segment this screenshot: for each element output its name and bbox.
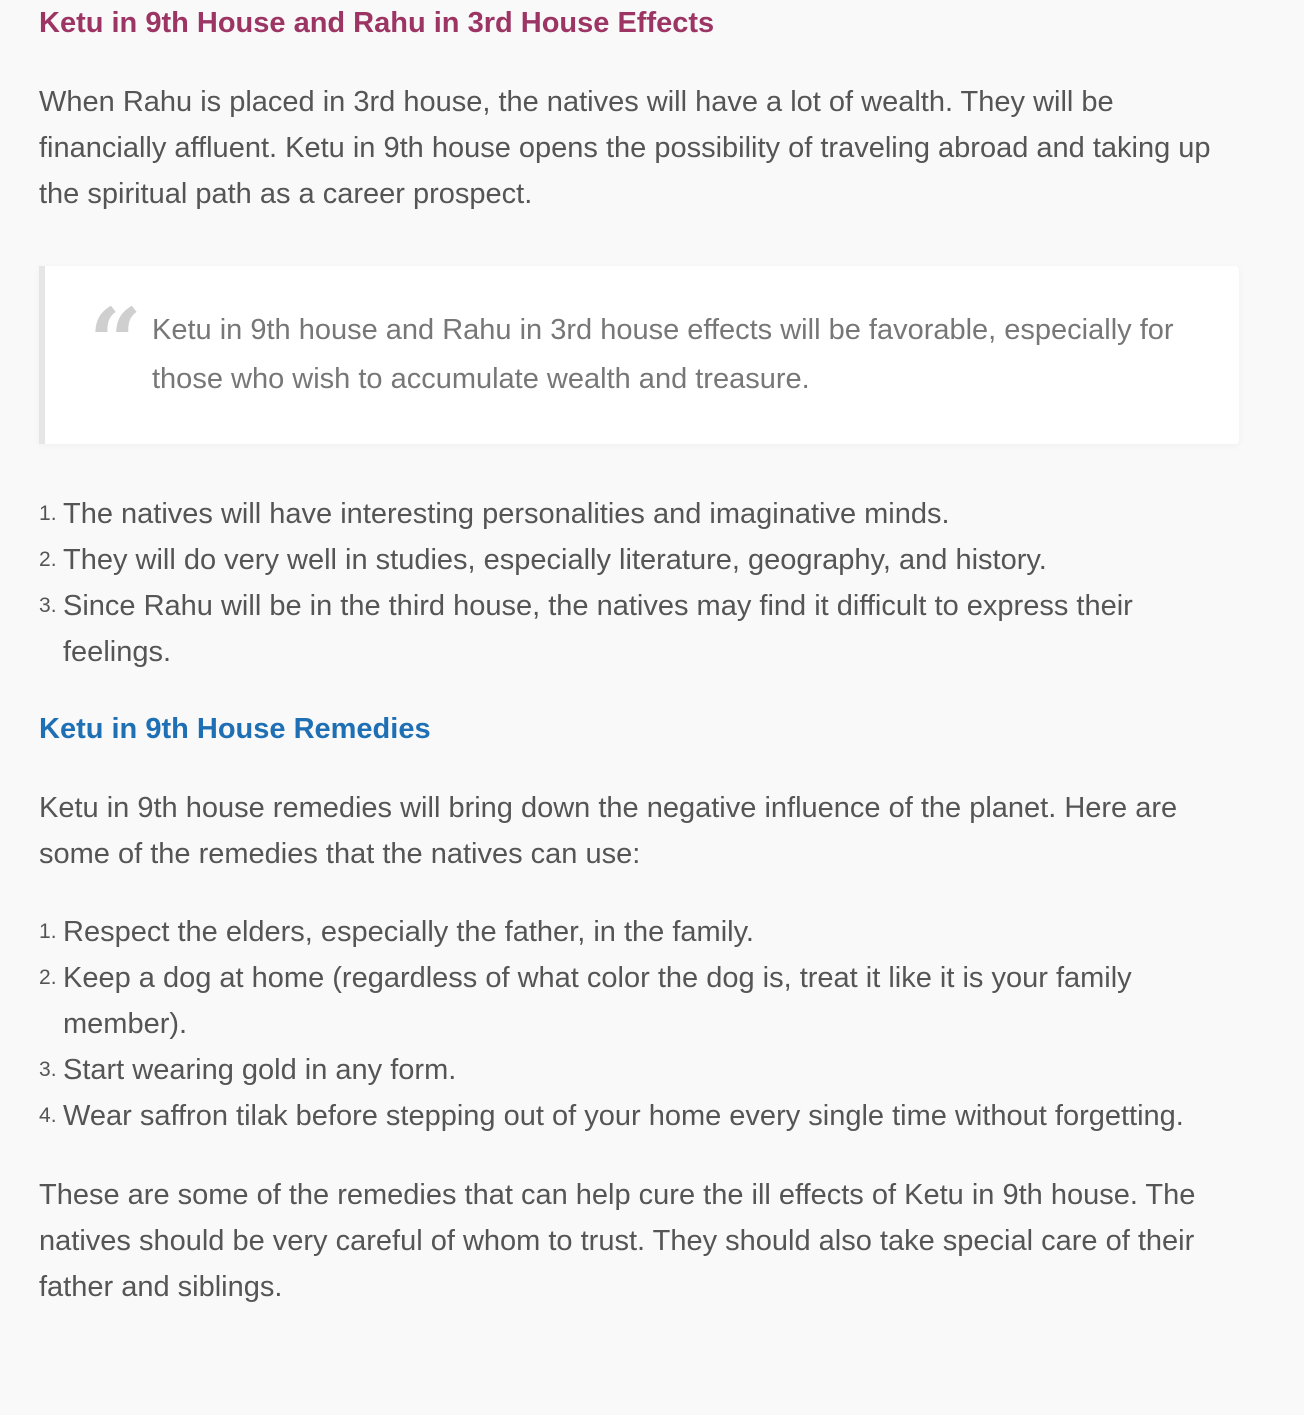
- list-number: 1 .: [39, 491, 57, 537]
- closing-paragraph: These are some of the remedies that can help cure the ill effects of Ketu in 9th house. The natives should be very careful of whom to trust. They should also take special care of their father and siblings.: [39, 1179, 1196, 1303]
- intro-paragraph: When Rahu is placed in 3rd house, the natives will have a lot of wealth. They will be financially affluent. Ketu in 9th house opens the possibility of traveling abroad and taking up the spiritual path as a career prospect.: [39, 86, 1211, 210]
- list-item: [39, 909, 1239, 955]
- list-number: 3 .: [39, 583, 57, 629]
- list-item-text: Since Rahu will be in the third house, the natives may find it difficult to express their feelings.: [63, 590, 1133, 668]
- list-item: [39, 1047, 1239, 1093]
- effects-heading: Ketu in 9th House and Rahu in 3rd House Effects: [39, 7, 715, 39]
- remedies-heading: Ketu in 9th House Remedies: [39, 713, 431, 745]
- list-item: [39, 955, 1239, 1047]
- list-item: [39, 491, 1239, 537]
- list-number: 4 .: [39, 1093, 57, 1139]
- list-number: 1 .: [39, 909, 57, 955]
- list-item-text: Keep a dog at home (regardless of what color the dog is, treat it like it is your family member).: [63, 962, 1132, 1040]
- remedies-list: [39, 909, 1239, 1139]
- list-item: [39, 583, 1239, 675]
- list-item-text: The natives will have interesting personalities and imaginative minds.: [63, 498, 950, 530]
- list-number: 2 .: [39, 955, 57, 1001]
- list-item-text: They will do very well in studies, especially literature, geography, and history.: [63, 544, 1047, 576]
- quote-text: Ketu in 9th house and Rahu in 3rd house effects will be favorable, especially for those who wish to accumulate wealth and treasure.: [152, 314, 1174, 395]
- list-item: [39, 1093, 1239, 1139]
- list-item-text: Wear saffron tilak before stepping out of your home every single time without forgetting.: [63, 1100, 1184, 1132]
- quote-mark-icon: “: [89, 288, 142, 396]
- list-number: 2 .: [39, 537, 57, 583]
- list-item-text: Respect the elders, especially the father, in the family.: [63, 916, 754, 948]
- effects-list: [39, 491, 1239, 675]
- remedies-intro-paragraph: Ketu in 9th house remedies will bring down the negative influence of the planet. Here are some of the remedies that the natives can use:: [39, 792, 1178, 870]
- list-item: [39, 537, 1239, 583]
- list-item-text: Start wearing gold in any form.: [63, 1054, 457, 1086]
- blockquote: [39, 266, 1239, 444]
- list-number: 3 .: [39, 1047, 57, 1093]
